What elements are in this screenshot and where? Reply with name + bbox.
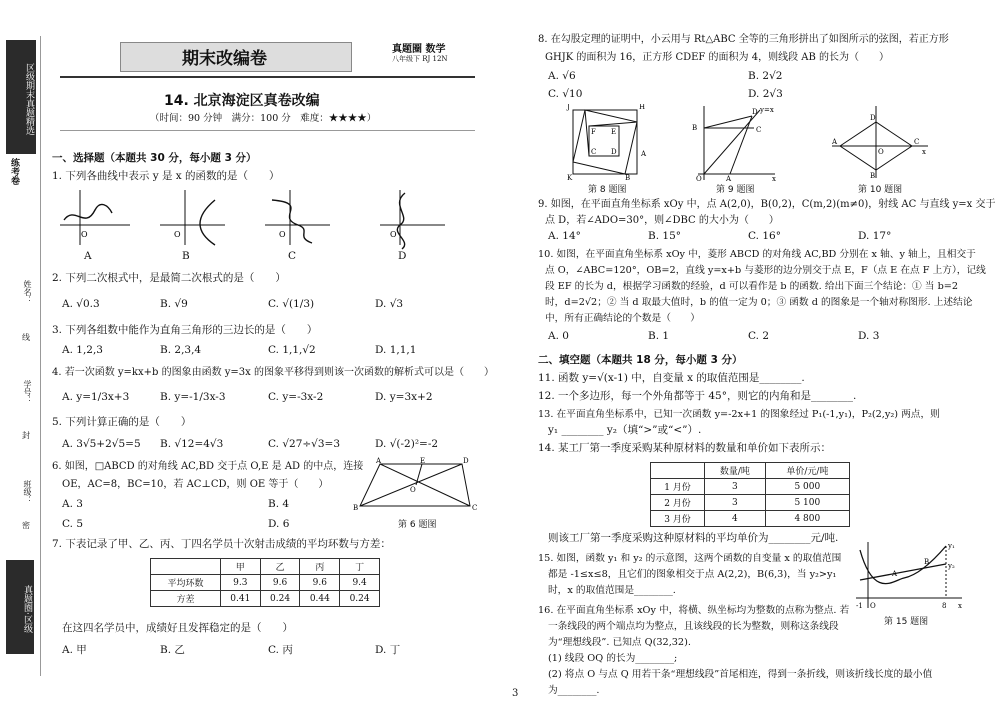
table-row xyxy=(151,575,380,591)
svg-text:C: C xyxy=(756,126,762,134)
graph-b xyxy=(160,190,225,245)
q1-label-d: D xyxy=(398,250,407,262)
q2-stem: 2. 下列二次根式中，是最简二次根式的是（ ） xyxy=(52,272,286,284)
q6-figure xyxy=(350,456,480,514)
q14-table xyxy=(650,462,850,527)
svg-text:B: B xyxy=(353,504,359,512)
svg-text:O: O xyxy=(390,230,397,239)
svg-text:D: D xyxy=(870,114,876,122)
q7-cell: 9.6 xyxy=(260,575,300,591)
svg-text:C: C xyxy=(472,504,478,512)
q16-line-4: (1) 线段 OQ 的长为________; xyxy=(548,653,678,664)
svg-text:O: O xyxy=(279,230,286,239)
q6-opt-c: C. 5 xyxy=(62,518,84,530)
q14-cell: 5 000 xyxy=(765,479,849,495)
q8-line-2: GHJK 的面积为 16，正方形 CDEF 的面积为 4，则线段 AB 的长为（ ） xyxy=(545,52,890,63)
section-1-title: 一、选择题（本题共 30 分，每小题 3 分） xyxy=(52,152,257,164)
q15-figure xyxy=(854,540,964,612)
q1-graphs xyxy=(50,185,480,265)
q7-opt-c: C. 丙 xyxy=(268,644,293,656)
svg-text:K: K xyxy=(567,174,573,182)
q4-stem: 4. 若一次函数 y=kx+b 的图象由函数 y=3x 的图象平移得到则该一次函数的解析式可以是（ ） xyxy=(52,367,494,378)
q9-opt-b: B. 15° xyxy=(648,230,682,242)
svg-text:C: C xyxy=(914,138,920,146)
svg-text:O: O xyxy=(410,486,416,494)
q10-line-5: 中，所有正确结论的个数是（ ） xyxy=(545,313,700,324)
q7-th: 乙 xyxy=(260,559,300,575)
q7-cell: 9.3 xyxy=(220,575,260,591)
q13-line-2: y₁ ________ y₂（填“>”或“<”）. xyxy=(548,424,702,436)
svg-text:O: O xyxy=(696,175,702,182)
q3-opt-b: B. 2,3,4 xyxy=(160,344,202,356)
q14-cell: 1 月份 xyxy=(651,479,705,495)
q14-cell: 3 月份 xyxy=(651,511,705,527)
q14-th: 单价/元/吨 xyxy=(765,463,849,479)
exam-title: 14. 北京海淀区真卷改编 xyxy=(164,93,320,109)
svg-text:O: O xyxy=(81,230,88,239)
exam-meta: （时间：90 分钟 满分：100 分 难度：★★★★） xyxy=(150,113,377,124)
svg-text:x: x xyxy=(772,175,776,182)
svg-text:E: E xyxy=(611,128,617,136)
q4-opt-c: C. y=-3x-2 xyxy=(268,391,324,403)
graph-a xyxy=(60,190,130,245)
q7-th xyxy=(151,559,221,575)
side-secret-label: 密 xyxy=(22,521,30,530)
table-row xyxy=(651,495,850,511)
svg-text:-1: -1 xyxy=(856,602,863,610)
q10-opt-c: C. 2 xyxy=(748,330,770,342)
q9-opt-c: C. 16° xyxy=(748,230,781,242)
q10-opt-a: A. 0 xyxy=(548,330,569,342)
q15-line-3: 时，x 的取值范围是________. xyxy=(548,585,676,596)
svg-text:C: C xyxy=(591,148,597,156)
q7-cell: 9.6 xyxy=(300,575,340,591)
side-badge-2: 练考卷 xyxy=(9,158,19,185)
q7-ask: 在这四名学员中，成绩好且发挥稳定的是（ ） xyxy=(62,622,293,634)
q3-stem: 3. 下列各组数中能作为直角三角形的三边长的是（ ） xyxy=(52,324,318,336)
q8-line-1: 8. 在勾股定理的证明中，小云用与 Rt△ABC 全等的三角形拼出了如图所示的弦图，若正方形 xyxy=(538,34,949,45)
q14-cell: 5 100 xyxy=(765,495,849,511)
q7-cell: 0.24 xyxy=(260,591,300,607)
svg-text:x: x xyxy=(958,602,962,610)
svg-text:J: J xyxy=(567,104,570,111)
q7-cell: 0.24 xyxy=(340,591,380,607)
table-row xyxy=(651,479,850,495)
q7-cell: 0.41 xyxy=(220,591,260,607)
q16-line-1: 16. 在平面直角坐标系 xOy 中，将横、纵坐标均为整数的点称为整点. 若 xyxy=(538,605,850,616)
q7-cell: 9.4 xyxy=(340,575,380,591)
q14-table-header xyxy=(651,463,850,479)
svg-text:D: D xyxy=(463,457,469,465)
q2-opt-a: A. √0.3 xyxy=(62,298,100,310)
q8-opt-a: A. √6 xyxy=(548,70,576,82)
svg-text:H: H xyxy=(639,104,646,111)
svg-text:A: A xyxy=(892,570,898,578)
q9-opt-a: A. 14° xyxy=(548,230,581,242)
graph-c xyxy=(265,190,330,245)
q8-caption: 第 8 题图 xyxy=(588,185,627,195)
q7-cell: 方差 xyxy=(151,591,221,607)
q14-stem: 14. 某工厂第一季度采购某种原材料的数量和单价如下表所示： xyxy=(538,442,832,454)
q9-figure xyxy=(690,104,780,182)
side-bottom-brand: 真题圈·区级 xyxy=(6,560,34,654)
svg-text:F: F xyxy=(591,128,596,136)
svg-text:x: x xyxy=(922,148,926,156)
q2-opt-c: C. √(1/3) xyxy=(268,298,315,310)
q11: 11. 函数 y=√(x-1) 中，自变量 x 的取值范围是________. xyxy=(538,372,805,384)
svg-text:A: A xyxy=(641,150,647,158)
q7-opt-a: A. 甲 xyxy=(62,644,87,656)
q8-opt-d: D. 2√3 xyxy=(748,88,783,100)
svg-text:y₂: y₂ xyxy=(948,562,955,570)
svg-text:O: O xyxy=(878,148,884,156)
header-grade: 八年级下 RJ 12N xyxy=(392,55,448,63)
svg-text:8: 8 xyxy=(942,602,947,610)
q7-cell: 0.44 xyxy=(300,591,340,607)
q15-caption: 第 15 题图 xyxy=(884,617,929,627)
svg-text:A: A xyxy=(726,175,732,182)
q5-opt-d: D. √(-2)²=-2 xyxy=(375,438,439,450)
q10-line-1: 10. 如图，在平面直角坐标系 xOy 中，菱形 ABCD 的对角线 AC,BD 分别在 x 轴、y 轴上，且相交于 xyxy=(538,249,976,260)
q6-opt-a: A. 3 xyxy=(62,498,83,510)
q13-line-1: 13. 在平面直角坐标系中，已知一次函数 y=-2x+1 的图象经过 P₁(-1,y₁)，P₂(2,y₂) 两点，则 xyxy=(538,409,940,420)
q15-line-2: 都是 -1≤x≤8，且它们的图象相交于点 A(2,2)，B(6,3)，当 y₂>y₁ xyxy=(548,569,837,580)
q14-th xyxy=(651,463,705,479)
page-number: 3 xyxy=(512,688,519,699)
left-margin-rule xyxy=(40,36,41,676)
q9-caption: 第 9 题图 xyxy=(716,185,755,195)
q10-line-3: 段 EF 的长为 d，根据学习函数的经验，d 可以看作是 b 的函数. 给出下面三个结论：① 当 b=2 xyxy=(545,281,959,292)
header-badge: 期末改编卷 xyxy=(182,49,267,69)
q2-opt-b: B. √9 xyxy=(160,298,188,310)
q16-line-5: (2) 将点 O 与点 Q 用若干条“理想线段”首尾相连，得到一条折线，则该折线长度的最小值 xyxy=(548,669,933,680)
svg-text:B: B xyxy=(625,174,631,182)
q10-opt-b: B. 1 xyxy=(648,330,670,342)
q1-label-c: C xyxy=(288,250,297,262)
q12: 12. 一个多边形，每一个外角都等于 45°，则它的内角和是________. xyxy=(538,390,857,402)
q7-th: 丁 xyxy=(340,559,380,575)
side-number-label: 学号： xyxy=(23,380,32,404)
q2-opt-d: D. √3 xyxy=(375,298,404,310)
svg-text:O: O xyxy=(174,230,181,239)
q7-opt-d: D. 丁 xyxy=(375,644,401,656)
svg-text:E: E xyxy=(420,457,426,465)
q1-stem: 1. 下列各曲线中表示 y 是 x 的函数的是（ ） xyxy=(52,170,280,182)
q9-opt-d: D. 17° xyxy=(858,230,892,242)
q7-stem: 7. 下表记录了甲、乙、丙、丁四名学员十次射击成绩的平均环数与方差： xyxy=(52,538,391,550)
q14-cell: 4 800 xyxy=(765,511,849,527)
q16-line-2: 一条线段的两个端点均为整点，且该线段的长为整数，则称这条线段 xyxy=(548,621,839,632)
q5-opt-c: C. √27÷√3=3 xyxy=(268,438,341,450)
q16-line-6: 为________. xyxy=(548,685,600,696)
svg-text:B: B xyxy=(924,558,930,566)
q7-table xyxy=(150,558,380,607)
graph-d xyxy=(380,190,445,249)
side-badge: 区级期末真题精选 xyxy=(6,40,36,154)
side-name-label: 姓名： xyxy=(23,280,32,304)
q6-line-2: OE，AC=8，BC=10，若 AC⊥CD，则 OE 等于（ ） xyxy=(62,479,329,490)
q10-line-2: 点 O，∠ABC=120°，OB=2，直线 y=x+b 与菱形的边分别交于点 E，F（点 E 在点 F 上方），记线 xyxy=(545,265,986,276)
q7-opt-b: B. 乙 xyxy=(160,644,185,656)
side-class-label: 班级： xyxy=(23,480,32,504)
q3-opt-d: D. 1,1,1 xyxy=(375,344,417,356)
svg-text:y₁: y₁ xyxy=(948,542,955,550)
side-line-label: 线 xyxy=(22,333,30,342)
q15-line-1: 15. 如图，函数 y₁ 和 y₂ 的示意图，这两个函数的自变量 x 的取值范围 xyxy=(538,553,842,564)
q7-table-header xyxy=(151,559,380,575)
q1-label-b: B xyxy=(182,250,190,262)
q5-opt-b: B. √12=4√3 xyxy=(160,438,224,450)
q7-th: 甲 xyxy=(220,559,260,575)
q9-line-1: 9. 如图，在平面直角坐标系 xOy 中，点 A(2,0)，B(0,2)，C(m,2)(m≠0)，射线 AC 与直线 y=x 交于 xyxy=(538,199,996,210)
meta-rule xyxy=(60,130,475,131)
q5-stem: 5. 下列计算正确的是（ ） xyxy=(52,416,192,428)
svg-text:B: B xyxy=(870,172,876,180)
q4-opt-b: B. y=-1/3x-3 xyxy=(160,391,226,403)
q8-opt-b: B. 2√2 xyxy=(748,70,783,82)
svg-text:D: D xyxy=(752,108,758,116)
q8-opt-c: C. √10 xyxy=(548,88,583,100)
svg-text:y=x: y=x xyxy=(760,106,774,114)
q6-opt-d: D. 6 xyxy=(268,518,290,530)
q14-cell: 3 xyxy=(704,495,765,511)
q10-caption: 第 10 题图 xyxy=(858,185,903,195)
q6-opt-b: B. 4 xyxy=(268,498,290,510)
q6-caption: 第 6 题图 xyxy=(398,520,437,530)
q7-cell: 平均环数 xyxy=(151,575,221,591)
svg-text:O: O xyxy=(870,602,876,610)
header-brand: 真题圈 数学 xyxy=(392,44,446,55)
q3-opt-c: C. 1,1,√2 xyxy=(268,344,316,356)
q14-cell: 3 xyxy=(704,479,765,495)
q1-label-a: A xyxy=(84,250,92,262)
svg-text:A: A xyxy=(376,457,382,465)
q14-cell: 2 月份 xyxy=(651,495,705,511)
q10-opt-d: D. 3 xyxy=(858,330,880,342)
q14-ask: 则该工厂第一季度采购这种原材料的平均单价为________元/吨. xyxy=(548,532,839,544)
table-row xyxy=(151,591,380,607)
q10-line-4: 时，d=2√2；② 当 d 取最大值时，b 的值一定为 0；③ 函数 d 的图象是一个轴对称图形. 上述结论 xyxy=(545,297,973,308)
svg-text:D: D xyxy=(611,148,617,156)
q7-th: 丙 xyxy=(300,559,340,575)
svg-text:B: B xyxy=(692,124,698,132)
header-rule xyxy=(60,76,475,78)
q8-figure xyxy=(565,104,655,182)
side-seal-label: 封 xyxy=(22,431,30,440)
q14-th: 数量/吨 xyxy=(704,463,765,479)
q16-line-3: 为“理想线段”. 已知点 Q(32,32). xyxy=(548,637,691,648)
table-row xyxy=(651,511,850,527)
q10-figure xyxy=(830,104,930,182)
svg-text:A: A xyxy=(832,138,838,146)
q4-opt-a: A. y=1/3x+3 xyxy=(62,391,130,403)
q9-line-2: 点 D，若∠ADO=30°，则∠DBC 的大小为（ ） xyxy=(545,215,779,226)
q4-opt-d: D. y=3x+2 xyxy=(375,391,433,403)
q5-opt-a: A. 3√5+2√5=5 xyxy=(62,438,141,450)
section-2-title: 二、填空题（本题共 18 分，每小题 3 分） xyxy=(538,354,743,366)
q6-line-1: 6. 如图，□ABCD 的对角线 AC,BD 交于点 O,E 是 AD 的中点，连接 xyxy=(52,461,364,472)
q14-cell: 4 xyxy=(704,511,765,527)
q3-opt-a: A. 1,2,3 xyxy=(62,344,103,356)
